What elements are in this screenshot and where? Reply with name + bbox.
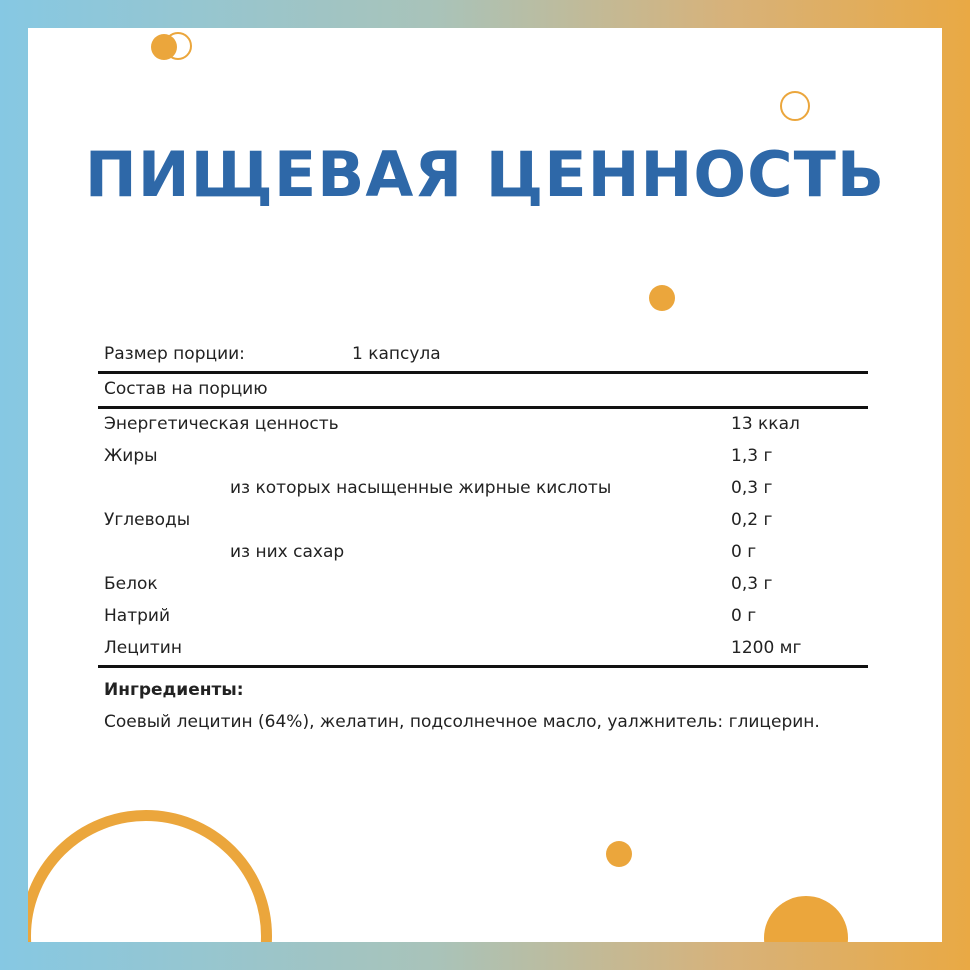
nutrient-name: из них сахар [230, 542, 345, 562]
serving-value: 1 капсула [352, 344, 441, 364]
decor-dot-bottom [606, 841, 632, 867]
table-row [98, 537, 868, 569]
table-row [98, 409, 868, 441]
nutrient-name: Лецитин [104, 638, 182, 658]
nutrient-name: Белок [104, 574, 158, 594]
nutrient-value: 0 г [731, 542, 757, 562]
decor-dot-bottom-right [764, 896, 848, 942]
per-serving-row [98, 371, 868, 406]
content-card [28, 28, 942, 942]
nutrient-value: 0 г [731, 606, 757, 626]
nutrient-value: 0,3 г [731, 574, 773, 594]
serving-label: Размер порции: [104, 344, 245, 364]
nutrient-name: Энергетическая ценность [104, 414, 339, 434]
decor-arc-bottom-left [28, 810, 272, 942]
per-serving-label: Состав на порцию [104, 379, 268, 399]
table-row [98, 473, 868, 505]
nutrient-name: Жиры [104, 446, 158, 466]
page-title: ПИЩЕВАЯ ЦЕННОСТЬ [84, 138, 886, 211]
ingredients-text: Соевый лецитин (64%), желатин, подсолнечное масло, уалжнитель: глицерин. [104, 712, 820, 732]
nutrient-name: Натрий [104, 606, 170, 626]
table-row [98, 569, 868, 601]
table-row [98, 633, 868, 665]
table-row [98, 601, 868, 633]
nutrient-name: из которых насыщенные жирные кислоты [230, 478, 612, 498]
table-row [98, 441, 868, 473]
nutrients-table [98, 406, 868, 665]
nutrient-value: 1,3 г [731, 446, 773, 466]
serving-row [98, 339, 868, 371]
decor-dot-mid-right [649, 285, 675, 311]
nutrient-name: Углеводы [104, 510, 191, 530]
table-row [98, 505, 868, 537]
nutrient-value: 0,3 г [731, 478, 773, 498]
nutrient-value: 1200 мг [731, 638, 802, 658]
nutrient-value: 13 ккал [731, 414, 800, 434]
ingredients-title: Ингредиенты: [104, 680, 244, 700]
nutrition-label [98, 339, 868, 738]
nutrient-value: 0,2 г [731, 510, 773, 530]
decor-ring-top-left [164, 32, 192, 60]
ingredients-block [98, 665, 868, 738]
decor-ring-top-right [780, 91, 810, 121]
